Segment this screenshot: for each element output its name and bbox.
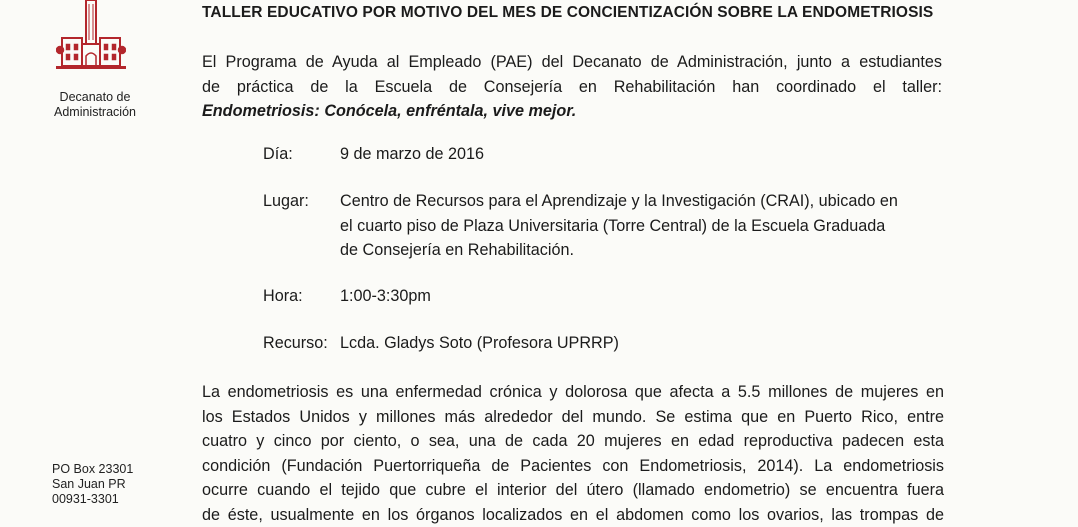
address-line-2: San Juan PR — [52, 477, 133, 492]
mailing-address — [52, 462, 133, 507]
detail-label: Hora: — [263, 284, 303, 309]
detail-value: Lcda. Gladys Soto (Profesora UPRRP) — [340, 331, 960, 356]
body-line: La endometriosis es una enfermedad crónica y dolorosa que afecta a 5.5 millones de mujeres en — [202, 380, 944, 405]
detail-label: Recurso: — [263, 331, 328, 356]
body-line: ocurre cuando el tejido que cubre el interior del útero (llamado endometrio) se encuentra fuera — [202, 478, 944, 503]
university-tower-logo-icon — [56, 0, 126, 72]
body-line: de éste, usualmente en los órganos localizados en el abdomen como los ovarios, las trompas de — [202, 503, 944, 527]
workshop-name: Endometriosis: Conócela, enfréntala, vive mejor. — [202, 99, 942, 124]
body-line: condición (Fundación Puertorriqueña de Pacientes con Endometriosis, 2014). La endometriosis — [202, 454, 944, 479]
detail-label: Día: — [263, 142, 293, 167]
body-paragraph — [202, 380, 944, 527]
document-title: TALLER EDUCATIVO POR MOTIVO DEL MES DE CONCIENTIZACIÓN SOBRE LA ENDOMETRIOSIS — [202, 4, 962, 22]
intro-line-1: El Programa de Ayuda al Empleado (PAE) del Decanato de Administración, junto a estudiantes — [202, 50, 942, 75]
department-line-1: Decanato de — [52, 90, 138, 105]
intro-line-2: de práctica de la Escuela de Consejería en Rehabilitación han coordinado el taller: — [202, 75, 942, 100]
body-line: cuatro y cinco por ciento, o sea, una de cada 20 mujeres en edad reproductiva padecen esta — [202, 429, 944, 454]
detail-value: Centro de Recursos para el Aprendizaje y la Investigación (CRAI), ubicado en el cuarto piso de Plaza Universitaria (Torre Central) de la Escuela Graduada de Consejería en Rehabilitación. — [340, 189, 960, 263]
department-line-2: Administración — [52, 105, 138, 120]
body-line: los Estados Unidos y millones más alrededor del mundo. Se estima que en Puerto Rico, entre — [202, 405, 944, 430]
intro-paragraph — [202, 50, 942, 124]
detail-value: 1:00-3:30pm — [340, 284, 960, 309]
detail-value: 9 de marzo de 2016 — [340, 142, 960, 167]
address-line-3: 00931-3301 — [52, 492, 133, 507]
detail-label: Lugar: — [263, 189, 309, 214]
address-line-1: PO Box 23301 — [52, 462, 133, 477]
department-name — [52, 90, 138, 120]
